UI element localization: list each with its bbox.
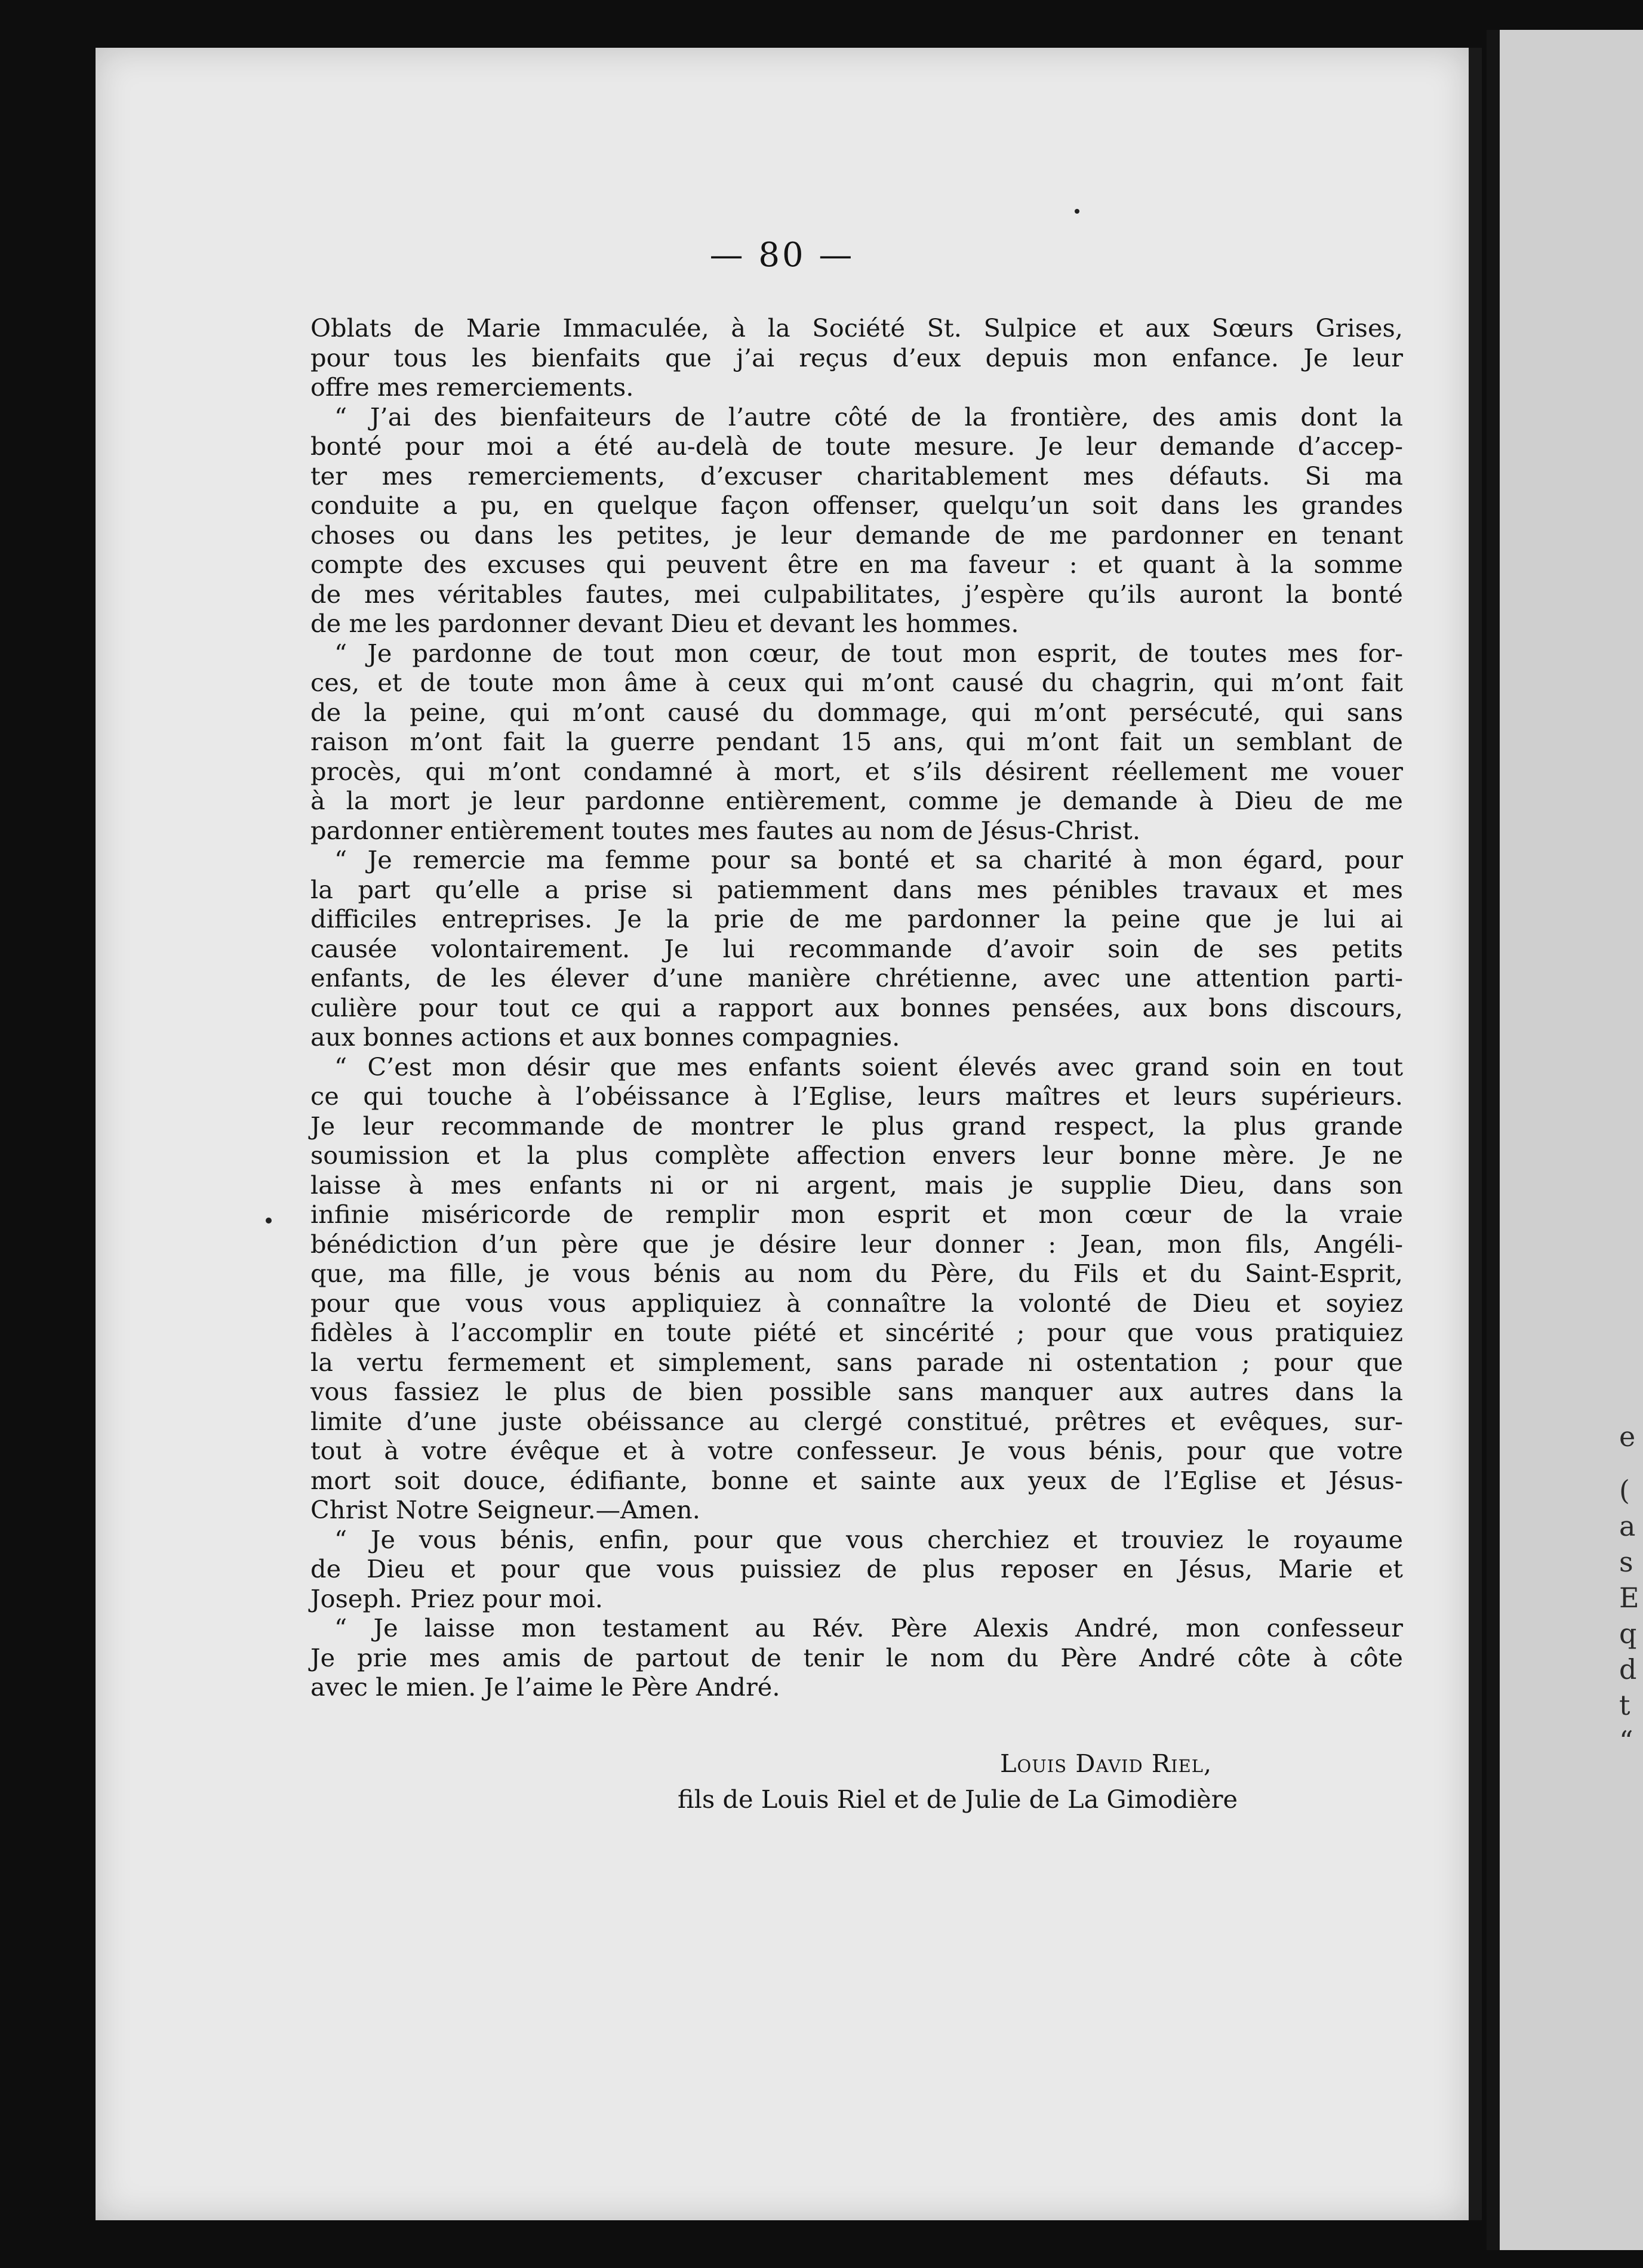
text-line: la part qu’elle a prise si patiemment dans mes pénibles travaux et mes — [310, 874, 1403, 904]
text-line: vous fassiez le plus de bien possible sans manquer aux autres dans la — [310, 1377, 1403, 1406]
text-line: raison m’ont fait la guerre pendant 15 ans, qui m’ont fait un semblant de — [310, 727, 1403, 756]
text-line: Je prie mes amis de partout de tenir le nom du Père André côte à côte — [310, 1643, 1403, 1672]
adjacent-page-glyph: e — [1619, 1420, 1636, 1453]
adjacent-page-glyph: s — [1619, 1546, 1633, 1578]
text-line: conduite a pu, en quelque façon offenser, quelqu’un soit dans les grandes — [310, 491, 1403, 520]
text-line: infinie miséricorde de remplir mon esprit et mon cœur de la vraie — [310, 1200, 1403, 1229]
text-line: “ Je laisse mon testament au Rév. Père Alexis André, mon confesseur — [334, 1613, 1403, 1643]
document-page — [96, 48, 1482, 2220]
text-line: bénédiction d’un père que je désire leur donner : Jean, mon fils, Angéli- — [310, 1229, 1403, 1259]
text-line: Je leur recommande de montrer le plus grand respect, la plus grande — [310, 1111, 1403, 1141]
text-line: soumission et la plus complète affection envers leur bonne mère. Je ne — [310, 1141, 1403, 1170]
text-line: “ J’ai des bienfaiteurs de l’autre côté de la frontière, des amis dont la — [334, 402, 1403, 432]
text-line: pour que vous vous appliquiez à connaître la volonté de Dieu et soyiez — [310, 1288, 1403, 1318]
text-line: offre mes remerciements. — [310, 372, 634, 402]
adjacent-page-glyph: q — [1619, 1617, 1637, 1650]
adjacent-page-glyph: “ — [1619, 1725, 1633, 1757]
text-line: de la peine, qui m’ont causé du dommage, qui m’ont persécuté, qui sans — [310, 697, 1403, 727]
text-line: Joseph. Priez pour moi. — [310, 1583, 603, 1613]
text-line: compte des excuses qui peuvent être en ma faveur : et quant à la somme — [310, 550, 1403, 579]
text-line: avec le mien. Je l’aime le Père André. — [310, 1672, 780, 1702]
text-line: ter mes remerciements, d’excuser charitablement mes défauts. Si ma — [310, 461, 1403, 491]
text-line: “ Je pardonne de tout mon cœur, de tout mon esprit, de toutes mes for- — [334, 638, 1403, 668]
adjacent-page-glyph: E — [1619, 1582, 1639, 1614]
text-line: à la mort je leur pardonne entièrement, comme je demande à Dieu de me — [310, 786, 1403, 815]
page-gutter — [1487, 30, 1500, 2250]
text-line: limite d’une juste obéissance au clergé constitué, prêtres et evêques, sur- — [310, 1406, 1403, 1436]
text-line: Oblats de Marie Immaculée, à la Société St. Sulpice et aux Sœurs Grises, — [310, 313, 1403, 343]
text-line: choses ou dans les petites, je leur demande de me pardonner en tenant — [310, 520, 1403, 550]
adjacent-page — [1487, 30, 1643, 2250]
text-line: “ Je vous bénis, enfin, pour que vous cherchiez et trouviez le royaume — [334, 1524, 1403, 1554]
page-number: — 80 — — [709, 236, 855, 275]
text-line: Christ Notre Seigneur.—Amen. — [310, 1495, 700, 1524]
text-line: ces, et de toute mon âme à ceux qui m’ont causé du chagrin, qui m’ont fait — [310, 668, 1403, 697]
text-line: pardonner entièrement toutes mes fautes au nom de Jésus-Christ. — [310, 815, 1141, 845]
text-line: de me les pardonner devant Dieu et devant les hommes. — [310, 609, 1019, 638]
text-line: laisse à mes enfants ni or ni argent, mais je supplie Dieu, dans son — [310, 1170, 1403, 1200]
text-line: fidèles à l’accomplir en toute piété et sincérité ; pour que vous pratiquiez — [310, 1318, 1403, 1347]
scan-speck — [1075, 209, 1079, 214]
text-line: tout à votre évêque et à votre confesseur. Je vous bénis, pour que votre — [310, 1436, 1403, 1465]
text-line: bonté pour moi a été au-delà de toute mesure. Je leur demande d’accep- — [310, 432, 1403, 461]
text-line: aux bonnes actions et aux bonnes compagnies. — [310, 1022, 900, 1052]
text-line: de mes véritables fautes, mei culpabilitates, j’espère qu’ils auront la bonté — [310, 579, 1403, 609]
text-line: que, ma fille, je vous bénis au nom du Père, du Fils et du Saint-Esprit, — [310, 1259, 1403, 1288]
body-text — [310, 313, 1403, 1702]
text-line: “ C’est mon désir que mes enfants soient élevés avec grand soin en tout — [334, 1052, 1403, 1081]
text-line: culière pour tout ce qui a rapport aux bonnes pensées, aux bons discours, — [310, 993, 1403, 1022]
signature-parents: fils de Louis Riel et de Julie de La Gimodière — [678, 1785, 1238, 1814]
text-line: enfants, de les élever d’une manière chrétienne, avec une attention parti- — [310, 963, 1403, 993]
text-line: ce qui touche à l’obéissance à l’Eglise, leurs maîtres et leurs supérieurs. — [310, 1081, 1403, 1111]
text-line: difficiles entreprises. Je la prie de me pardonner la peine que je lui ai — [310, 904, 1403, 933]
scan-speck — [266, 1218, 272, 1224]
adjacent-page-glyph: d — [1619, 1653, 1637, 1685]
adjacent-page-glyph: ( — [1619, 1474, 1630, 1506]
adjacent-page-glyph: a — [1619, 1510, 1636, 1542]
adjacent-page-glyph: t — [1619, 1689, 1630, 1721]
text-line: “ Je remercie ma femme pour sa bonté et sa charité à mon égard, pour — [334, 845, 1403, 874]
text-line: de Dieu et pour que vous puissiez de plus reposer en Jésus, Marie et — [310, 1554, 1403, 1583]
signature-name: Louis David Riel, — [1000, 1749, 1213, 1778]
text-line: mort soit douce, édifiante, bonne et sainte aux yeux de l’Eglise et Jésus- — [310, 1465, 1403, 1495]
text-line: la vertu fermement et simplement, sans parade ni ostentation ; pour que — [310, 1347, 1403, 1377]
text-line: pour tous les bienfaits que j’ai reçus d’eux depuis mon enfance. Je leur — [310, 343, 1403, 372]
text-line: causée volontairement. Je lui recommande d’avoir soin de ses petits — [310, 933, 1403, 963]
text-line: procès, qui m’ont condamné à mort, et s’ils désirent réellement me vouer — [310, 756, 1403, 786]
